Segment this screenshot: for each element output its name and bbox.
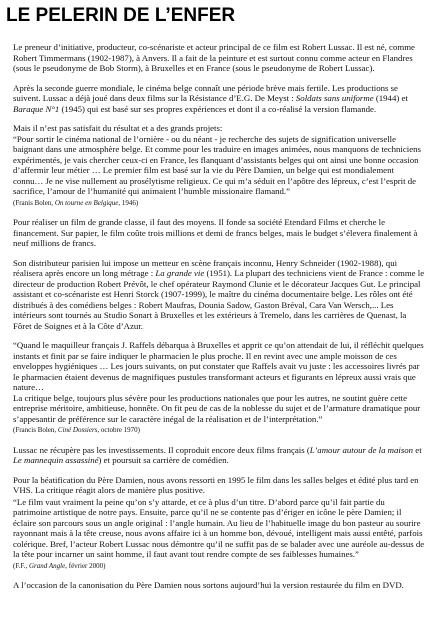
paragraph-investments: Lussac ne récupère pas les investissements. Il coproduit encore deux films français (L’amour autour de la maison et Le mannequin assassiné) et poursuit sa carrière de comédien. — [13, 444, 422, 465]
quote-source-3: (F.F., Grand Angle, février 2000) — [13, 561, 106, 570]
quote-block-1 — [13, 123, 425, 208]
quote-block-2 — [13, 340, 425, 436]
quote-block-3 — [13, 497, 425, 572]
film-title-soldats: Soldats sans uniforme — [295, 93, 374, 103]
paragraph-beatification: Pour la béatification du Père Damien, nous avons ressorti en 1995 le film dans les salles belges et édité plus tard en VHS. La critique réagit alors de manière plus positive. — [13, 474, 419, 495]
quote-text-2b: La critique belge, toujours plus sévère pour les productions nationales que pour les autres, ne soutint guère cette entreprise méritoire, ambitieuse, honnête. On fit peu de cas de la noblesse du sujet et de l’armature dramatique pour s’appesantir de préférence sur le caractère inégal de la réalisation et de l’interprétation.” — [13, 392, 421, 424]
quote-intro: Mais il n’est pas satisfait du résultat et a des grands projets: — [13, 123, 223, 133]
paragraph-postwar: Après la seconde guerre mondiale, le cinéma belge connaît une période brève mais fertile. Les productions se suivent. Lussac a déjà joué dans deux films sur la Résistance d’E.G. De Meyst : Soldats sans uniforme (1944) et Baraque N°1 (1945) qui est basé sur ses propres expériences et dont il a co-réalisé la version flamande. — [13, 82, 408, 114]
quote-text-3: “Le film vaut vraiment la peine qu’on s’y attarde, et ce à plus d’un titre. D’abord parce qu’il fait partie du patrimoine artistique de notre pays. Ensuite, parce qu’il ne se contente pas d’ériger en icône le père Damien; il éclaire son parcours sous un angle original : l’angle humain. Au lieu de l’habituelle image du bon pasteur au sourire rayonnant mais à la tête creuse, nous avons affaire ici à un homme bon, dévoué, intelligent mais aussi entêté, parfois colérique. Bref, l’acteur Robert Lussac nous démontre qu’il ne suffit pas de se balader avec une auréole au-dessus de la tête pour incarner un saint homme, il faut avant tout rendre compte de ses faiblesses humaines.” — [13, 496, 425, 559]
film-title-mannequin: Le mannequin assassiné — [13, 455, 99, 465]
quote-text-2: “Quand le maquilleur français J. Raffels débarqua à Bruxelles et apprit ce qu’on attendait de lui, il réfléchit quelques instants et finit par se faire indiquer le pharmacien le plus proche. Il en revint avec une ample moisson de ces enveloppes hygiéniques … Les jours suivants, on put constater que Raffels avait vu juste : les accessoires livrés par le pharmacien étaient devenus de magnifiques pustules transformant acteurs et figurants en lépreux aussi vrais que nature… — [13, 340, 424, 392]
page-title: LE PELERIN DE L’ENFER — [6, 5, 236, 26]
paragraph-dvd: A l’occasion de la canonisation du Père Damien nous sortons aujourd’hui la version restaurée du film en DVD. — [13, 580, 404, 590]
quote-source-1: (Franis Bolen, On tourne en Belgique, 1946) — [13, 198, 139, 207]
paragraph-intro: Le preneur d’initiative, producteur, co-scénariste et acteur principal de ce film est Robert Lussac. Il est né, comme Robert Timmermans (1902-1987), à Anvers. Il a fait de la peinture et est surtout connu comme acteur en Flandres (sous le pseudonyme de Bob Storm), à Bruxelles et en France (sous le pseudonyme de Robert Lussac). — [13, 42, 415, 73]
film-title-grande-vie: La grande vie — [155, 268, 205, 278]
article-body — [13, 42, 425, 600]
paragraph-funding: Pour réaliser un film de grande classe, il faut des moyens. Il fonde sa société Etendard Films et cherche le financement. Sur papier, le film coûte trois millions et demi de francs belges, mais le budget s’élevera finalement à neuf millions de francs. — [13, 217, 418, 248]
quote-text-1: “Pour sortir le cinéma national de l’ornière - ou du néant - je recherche des sujets de signification universelle baignant dans une atmosphère belge. Et comme pour les traduire en images animées, nous manquons de techniciens expérimentés, je vais chercher ceux-ci en France, les flanquant d’assistants belges qui ont ainsi une bonne occasion d’affermir leur métier … Le premier film est basé sur la vie du Père Damien, un belge qui est mondialement connu… Je ne vise nullement au prosélytisme religieux. Ce qui m’a séduit en l’apôtre des lépreux, c’est l’esprit de sacrifice, l’amour de l’humanité qui animaient l’humble missionaire flamand.” — [13, 133, 421, 196]
paragraph-crew: Son distributeur parisien lui impose un metteur en scène français inconnu, Henry Schneider (1902-1988), qui réalisera après encore un long métrage : La grande vie (1951). La plupart des techniciens vient de France : comme le directeur de production Robert Prévôt, le chef opérateur Raymond Clunie et le décorateur Jacques Gut. Le principal assistant et co-scénariste est Henri Storck (1907-1999), le maître du cinéma documentaire belge. Les rôles ont été distribués à des comédiens belges : Robert Maufras, Dounia Sadow, Gaston Bréval, Cara Van Wersch,... Les intérieurs sont tournés au Studio Sonart à Bruxelles et les extérieurs à Tremelo, dans les carrières de Quenast, la Fôret de Soignes et à la Côte d’Azur. — [13, 257, 425, 331]
film-title-amour: L’amour autour de la maison — [309, 444, 414, 455]
quote-source-2: (Francis Bolen, Ciné Dossiers, octobre 1970) — [13, 426, 140, 434]
film-title-baraque: Baraque N°1 — [13, 103, 60, 114]
